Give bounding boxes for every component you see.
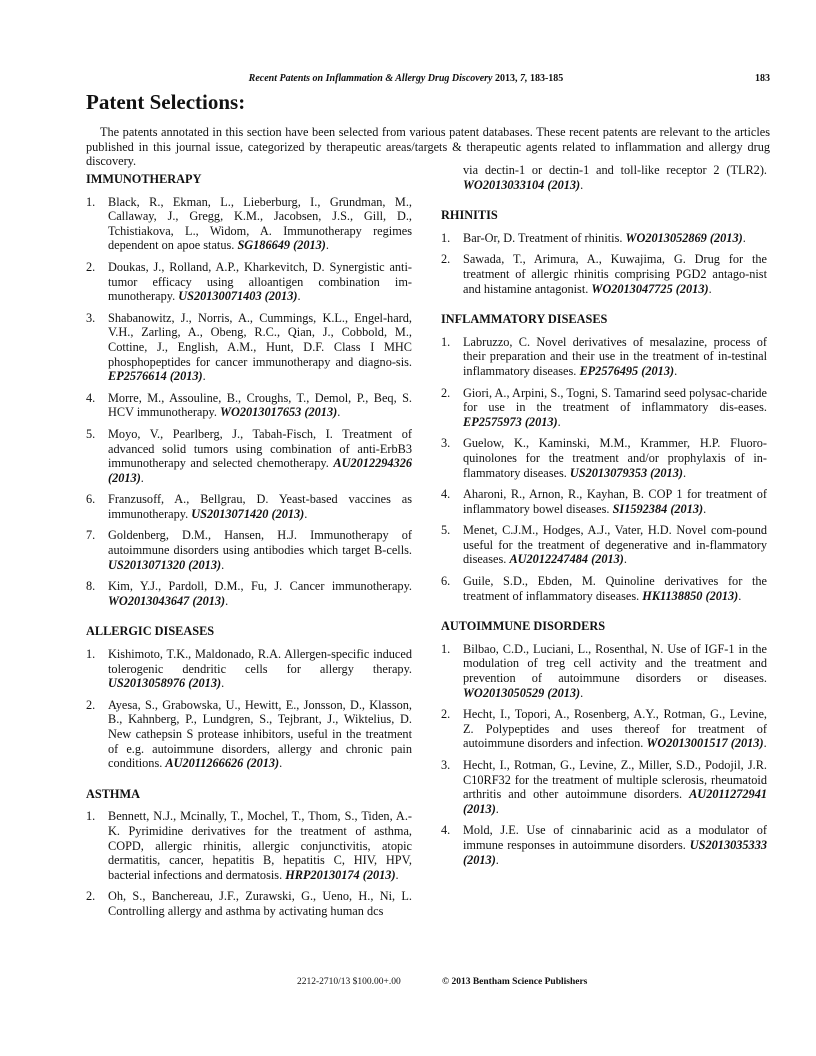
- item-description: via dectin-1 or dectin-1 and toll-like receptor 2 (TLR2).: [463, 163, 767, 177]
- item-number: 6.: [441, 574, 451, 589]
- item-number: 1.: [441, 641, 451, 656]
- item-text: Goldenberg, D.M., Hansen, H.J. Immunotherapy of autoimmune disorders using antibodies which target B-cells. US2013071320 (2013).: [108, 528, 412, 572]
- left-column: [86, 172, 412, 935]
- item-number: 1.: [86, 647, 96, 662]
- item-description: Goldenberg, D.M., Hansen, H.J. Immunotherapy of autoimmune disorders using antibodies which target B-cells.: [108, 528, 412, 558]
- item-text: Hecht, I., Rotman, G., Levine, Z., Miller, S.D., Podojil, J.R. C10RF32 for the treatment of multiple sclerosis, rheumatoid arthritis and other autoimmune disorders. AU2011272941 (2013).: [463, 758, 767, 816]
- patent-list-item: [441, 707, 767, 751]
- item-number: 2.: [86, 889, 96, 904]
- section-heading: IMMUNOTHERAPY: [86, 172, 202, 186]
- patent-number: WO2013047725 (2013): [591, 281, 709, 296]
- item-text: Guile, S.D., Ebden, M. Quinoline derivatives for the treatment of inflammatory diseases. HK1138850 (2013).: [463, 574, 767, 603]
- item-description: Bar-Or, D. Treatment of rhinitis.: [463, 230, 626, 245]
- patent-number: WO2013017653 (2013): [220, 405, 338, 420]
- section-autoimmune-disorders: [441, 619, 767, 867]
- item-number: 4.: [441, 823, 451, 838]
- item-text: Franzusoff, A., Bellgrau, D. Yeast-based vaccines as immunotherapy. US2013071420 (2013).: [108, 492, 412, 521]
- item-number: 1.: [441, 334, 451, 349]
- patent-number: EP2576614 (2013): [108, 369, 203, 384]
- section-heading: ALLERGIC DISEASES: [86, 624, 215, 639]
- patent-number: US20130071403 (2013): [178, 289, 298, 304]
- patent-list-item: [86, 260, 412, 304]
- patent-number: WO2013050529 (2013): [463, 685, 581, 700]
- item-description: Moyo, V., Pearlberg, J., Tabah-Fisch, I. Treatment of advanced solid tumors using combination of anti-ErbB3 immunotherapy and selected chemotherapy.: [108, 426, 412, 471]
- item-number: 3.: [86, 310, 96, 325]
- item-number: 4.: [441, 487, 451, 502]
- patent-list-item: [86, 391, 412, 420]
- item-description: Mold, J.E. Use of cinnabarinic acid as a modulator of immune responses in autoimmune disorders.: [463, 823, 767, 852]
- page-title: Patent Selections:: [86, 90, 246, 114]
- patent-number: WO2013043647 (2013): [108, 593, 226, 608]
- item-text: Shabanowitz, J., Norris, A., Cummings, K.L., Engel-hard, V.H., Zarling, A., Obeng, R.C., Qian, J., Cobbold, M., Cottine, J., English, A.M., Hunt, D.F. Class I MHC phosphopeptides for cancer immunotherapy and diagno-sis. EP2576614 (2013).: [108, 310, 412, 384]
- item-description: Franzusoff, A., Bellgrau, D. Yeast-based vaccines as immunotherapy.: [108, 492, 412, 521]
- item-text: Menet, C.J.M., Hodges, A.J., Vater, H.D. Novel com-pound useful for the treatment of degenerative and in-flammatory diseases. AU2012247484 (2013).: [463, 523, 767, 567]
- item-description: Sawada, T., Arimura, A., Kuwajima, G. Drug for the treatment of allergic rhinitis comprising PGD2 antago-nist and histamine antagonist.: [463, 252, 767, 296]
- item-number: 3.: [441, 436, 451, 451]
- item-number: 2.: [86, 259, 96, 274]
- item-text: Bar-Or, D. Treatment of rhinitis. WO2013052869 (2013).: [463, 230, 746, 245]
- section-allergic-diseases: [86, 624, 412, 770]
- item-text: Guelow, K., Kaminski, M.M., Krammer, H.P. Fluoro-quinolones for the treatment and/or prophylaxis of in-flammatory diseases. US2013079353 (2013).: [463, 436, 767, 480]
- item-description: Ayesa, S., Grabowska, U., Hewitt, E., Jonsson, D., Klasson, B., Kahnberg, P., Lundgren, S., Tejbrant, J., Wiktelius, D. New cathepsin S protease inhibitors, useful in the treatment of e.g. autoimmune disorders, allergy and chronic pain conditions.: [108, 697, 412, 771]
- item-number: 6.: [86, 492, 96, 507]
- item-text: Bennett, N.J., Mcinally, T., Mochel, T., Thom, S., Tiden, A.-K. Pyrimidine derivatives for the treatment of asthma, COPD, allergic rhinitis, allergic conjunctivitis, atopic dermatitis, cancer, hepatitis B, hepatitis C, HIV, HPV, bacterial infections and dermatosis. HRP20130174 (2013).: [108, 809, 412, 882]
- item-number: 2.: [441, 385, 451, 400]
- patent-list-item: [441, 823, 767, 867]
- item-text: Bilbao, C.D., Luciani, L., Rosenthal, N. Use of IGF-1 in the modulation of treg cell activity and the treatment and prevention of autoimmune disorders or diseases. WO2013050529 (2013).: [463, 641, 767, 700]
- item-text: Morre, M., Assouline, B., Croughs, T., Demol, P., Beq, S. HCV immunotherapy. WO2013017653 (2013).: [108, 390, 412, 420]
- item-description: Hecht, I., Rotman, G., Levine, Z., Miller, S.D., Podojil, J.R. C10RF32 for the treatment of multiple sclerosis, rheumatoid arthritis and other autoimmune disorders.: [463, 758, 767, 802]
- item-description: Hecht, I., Topori, A., Rosenberg, A.Y., Rotman, G., Levine, Z. Polypeptides and uses thereof for treatment of autoimmune disorders and infection.: [463, 707, 767, 751]
- right-column: [441, 163, 767, 883]
- patent-number: WO2013033104 (2013): [463, 177, 581, 192]
- section-heading: INFLAMMATORY DISEASES: [441, 312, 608, 327]
- item-number: 2.: [441, 707, 451, 722]
- patent-list-item: [86, 647, 412, 691]
- patent-list-item: [86, 427, 412, 485]
- patent-list-item: [86, 195, 412, 253]
- patent-number: WO2013052869 (2013): [625, 230, 743, 245]
- item-text: Aharoni, R., Arnon, R., Kayhan, B. COP 1 for treatment of inflammatory bowel diseases. SI1592384 (2013).: [463, 487, 767, 516]
- patent-number: US2013071420 (2013): [191, 506, 305, 521]
- patent-number: US2013058976 (2013): [108, 676, 222, 691]
- patent-number: AU2012294326 (2013): [108, 456, 412, 485]
- patent-number: AU2011272941 (2013): [463, 787, 767, 816]
- patent-list-item: [86, 528, 412, 572]
- patent-list-item: [441, 386, 767, 430]
- patent-list-item: [441, 642, 767, 700]
- item-number: 1.: [86, 809, 96, 824]
- patent-list-item: [441, 487, 767, 516]
- item-description: Guile, S.D., Ebden, M. Quinoline derivatives for the treatment of inflammatory diseases.: [463, 574, 767, 603]
- item-text: Doukas, J., Rolland, A.P., Kharkevitch, D. Synergistic anti-tumor efficacy using alloantigen combination im-munotherapy. US20130071403 (2013).: [108, 259, 412, 304]
- item-text: Giori, A., Arpini, S., Togni, S. Tamarind seed polysac-charide for use in the treatment of inflammatory dis-eases. EP2575973 (2013).: [463, 385, 767, 429]
- patent-list-item: [441, 231, 767, 246]
- patent-number: WO2013001517 (2013): [646, 736, 764, 751]
- intro-paragraph: The patents annotated in this section have been selected from various patent databases. These recent patents are relevant to the articles published in this journal issue, categorized by therapeutic areas/targets & therapeutic agents related to inflammation and allergy drug discovery.: [86, 125, 770, 169]
- issn-price: 2212-2710/13 $100.00+.00: [297, 977, 401, 987]
- journal-citation: Recent Patents on Inflammation & Allergy Drug Discovery 2013, 7, 183-185: [248, 73, 564, 84]
- item-description: Kim, Y.J., Pardoll, D.M., Fu, J. Cancer immunotherapy.: [108, 579, 412, 594]
- patent-list-item: [86, 311, 412, 384]
- patent-list-item: [441, 436, 767, 480]
- section-asthma: [86, 787, 412, 919]
- item-number: 1.: [86, 194, 96, 209]
- item-text: Kishimoto, T.K., Maldonado, R.A. Allergen-specific induced tolerogenic dendritic cells for allergy therapy. US2013058976 (2013).: [108, 647, 412, 691]
- patent-list-item: [86, 889, 412, 918]
- item-description: Giori, A., Arpini, S., Togni, S. Tamarind seed polysac-charide for use in the treatment of inflammatory dis-eases.: [463, 385, 767, 415]
- item-text: [108, 889, 412, 918]
- patent-number: HRP20130174 (2013): [285, 867, 396, 882]
- section-heading: ASTHMA: [86, 786, 140, 801]
- patent-number: AU2011266626 (2013): [165, 756, 280, 771]
- patent-list-item: [86, 698, 412, 771]
- patent-list-item: [86, 579, 412, 608]
- section-heading: AUTOIMMUNE DISORDERS: [441, 619, 606, 634]
- item-number: 5.: [441, 523, 451, 538]
- patent-number: US2013071320 (2013): [108, 557, 222, 572]
- patent-list-item: [441, 252, 767, 296]
- patent-list-item: [441, 523, 767, 567]
- patent-list-item: [441, 335, 767, 379]
- item-number: 8.: [86, 579, 96, 594]
- item-text: Labruzzo, C. Novel derivatives of mesalazine, process of their preparation and their use in the treatment of in-testinal inflammatory diseases. EP2576495 (2013).: [463, 334, 767, 378]
- item-description: Kishimoto, T.K., Maldonado, R.A. Allergen-specific induced tolerogenic dendritic cells for allergy therapy.: [108, 647, 412, 676]
- item-text: Mold, J.E. Use of cinnabarinic acid as a modulator of immune responses in autoimmune disorders. US2013035333 (2013).: [463, 823, 767, 867]
- item-text: Black, R., Ekman, L., Lieberburg, I., Grundman, M., Callaway, J., Gregg, K.M., Jacobsen, J.S., Gill, D., Tchistiakova, L., Widom, A. Immunotherapy regimes dependent on apoe status. SG186649 (2013).: [108, 194, 412, 253]
- item-description: Aharoni, R., Arnon, R., Kayhan, B. COP 1 for treatment of inflammatory bowel diseases.: [463, 487, 767, 516]
- patent-number: AU2012247484 (2013): [509, 552, 624, 567]
- patent-list-item: [441, 758, 767, 816]
- item-number: 2.: [441, 252, 451, 267]
- item-number: 2.: [86, 697, 96, 712]
- section-immunotherapy: [86, 172, 412, 608]
- page-number: 183: [755, 73, 770, 84]
- item-description: Black, R., Ekman, L., Lieberburg, I., Grundman, M., Callaway, J., Gregg, K.M., Jacobsen, J.S., Gill, D., Tchistiakova, L., Widom, A. Immunotherapy regimes dependent on apoe status.: [108, 194, 412, 253]
- patent-list-item: [86, 809, 412, 882]
- patent-number: SI1592384 (2013): [612, 501, 704, 516]
- patent-number: SG186649 (2013): [237, 238, 326, 253]
- patent-number: HK1138850 (2013): [642, 588, 739, 603]
- item-number: 1.: [441, 230, 451, 245]
- item-description: Morre, M., Assouline, B., Croughs, T., Demol, P., Beq, S. HCV immunotherapy.: [108, 390, 412, 420]
- item-description: Menet, C.J.M., Hodges, A.J., Vater, H.D. Novel com-pound useful for the treatment of degenerative and in-flammatory diseases.: [463, 523, 767, 567]
- copyright: © 2013 Bentham Science Publishers: [442, 977, 588, 987]
- section-rhinitis: [441, 208, 767, 296]
- item-description: Shabanowitz, J., Norris, A., Cummings, K.L., Engel-hard, V.H., Zarling, A., Obeng, R.C., Qian, J., Cobbold, M., Cottine, J., English, A.M., Hunt, D.F. Class I MHC phosphopeptides for cancer immunotherapy and diagno-sis.: [108, 310, 412, 369]
- patent-number: US2013035333 (2013): [463, 837, 767, 867]
- item-continuation: via dectin-1 or dectin-1 and toll-like receptor 2 (TLR2). WO2013033104 (2013).: [463, 163, 767, 192]
- patent-number: EP2575973 (2013): [463, 414, 558, 429]
- item-text: Kim, Y.J., Pardoll, D.M., Fu, J. Cancer immunotherapy. WO2013043647 (2013).: [108, 579, 412, 608]
- patent-list-item: [86, 492, 412, 521]
- item-number: 5.: [86, 426, 96, 441]
- item-number: 4.: [86, 390, 96, 405]
- item-number: 7.: [86, 528, 96, 543]
- item-text: Hecht, I., Topori, A., Rosenberg, A.Y., Rotman, G., Levine, Z. Polypeptides and uses thereof for treatment of autoimmune disorders and infection. WO2013001517 (2013).: [463, 707, 767, 751]
- patent-list-item: [441, 574, 767, 603]
- item-description: Oh, S., Banchereau, J.F., Zurawski, G., Ueno, H., Ni, L. Controlling allergy and asthma by activating human dcs: [108, 889, 412, 918]
- patent-number: EP2576495 (2013): [579, 363, 675, 378]
- item-text: Moyo, V., Pearlberg, J., Tabah-Fisch, I. Treatment of advanced solid tumors using combination of anti-ErbB3 immunotherapy and selected chemotherapy. AU2012294326 (2013).: [108, 426, 412, 485]
- item-text: Ayesa, S., Grabowska, U., Hewitt, E., Jonsson, D., Klasson, B., Kahnberg, P., Lundgren, S., Tejbrant, J., Wiktelius, D. New cathepsin S protease inhibitors, useful in the treatment of e.g. autoimmune disorders, allergy and chronic pain conditions. AU2011266626 (2013).: [108, 697, 412, 771]
- patent-number: US2013079353 (2013): [569, 465, 683, 480]
- item-description: Labruzzo, C. Novel derivatives of mesalazine, process of their preparation and their use in the treatment of in-testinal inflammatory diseases.: [463, 334, 767, 378]
- item-description: Guelow, K., Kaminski, M.M., Krammer, H.P. Fluoro-quinolones for the treatment and/or prophylaxis of in-flammatory diseases.: [463, 436, 767, 480]
- section-heading: RHINITIS: [441, 208, 498, 223]
- item-description: Doukas, J., Rolland, A.P., Kharkevitch, D. Synergistic anti-tumor efficacy using alloantigen combination im-munotherapy.: [108, 259, 412, 304]
- item-text: Sawada, T., Arimura, A., Kuwajima, G. Drug for the treatment of allergic rhinitis comprising PGD2 antago-nist and histamine antagonist. WO2013047725 (2013).: [463, 252, 767, 296]
- item-description: Bennett, N.J., Mcinally, T., Mochel, T., Thom, S., Tiden, A.-K. Pyrimidine derivatives for the treatment of asthma, COPD, allergic rhinitis, allergic conjunctivitis, atopic dermatitis, cancer, hepatitis B, hepatitis C, HIV, HPV, bacterial infections and dermatosis.: [108, 809, 412, 882]
- item-number: 3.: [441, 758, 451, 772]
- section-inflammatory-diseases: [441, 312, 767, 603]
- item-description: Bilbao, C.D., Luciani, L., Rosenthal, N. Use of IGF-1 in the modulation of treg cell activity and the treatment and prevention of autoimmune disorders or diseases.: [463, 641, 767, 686]
